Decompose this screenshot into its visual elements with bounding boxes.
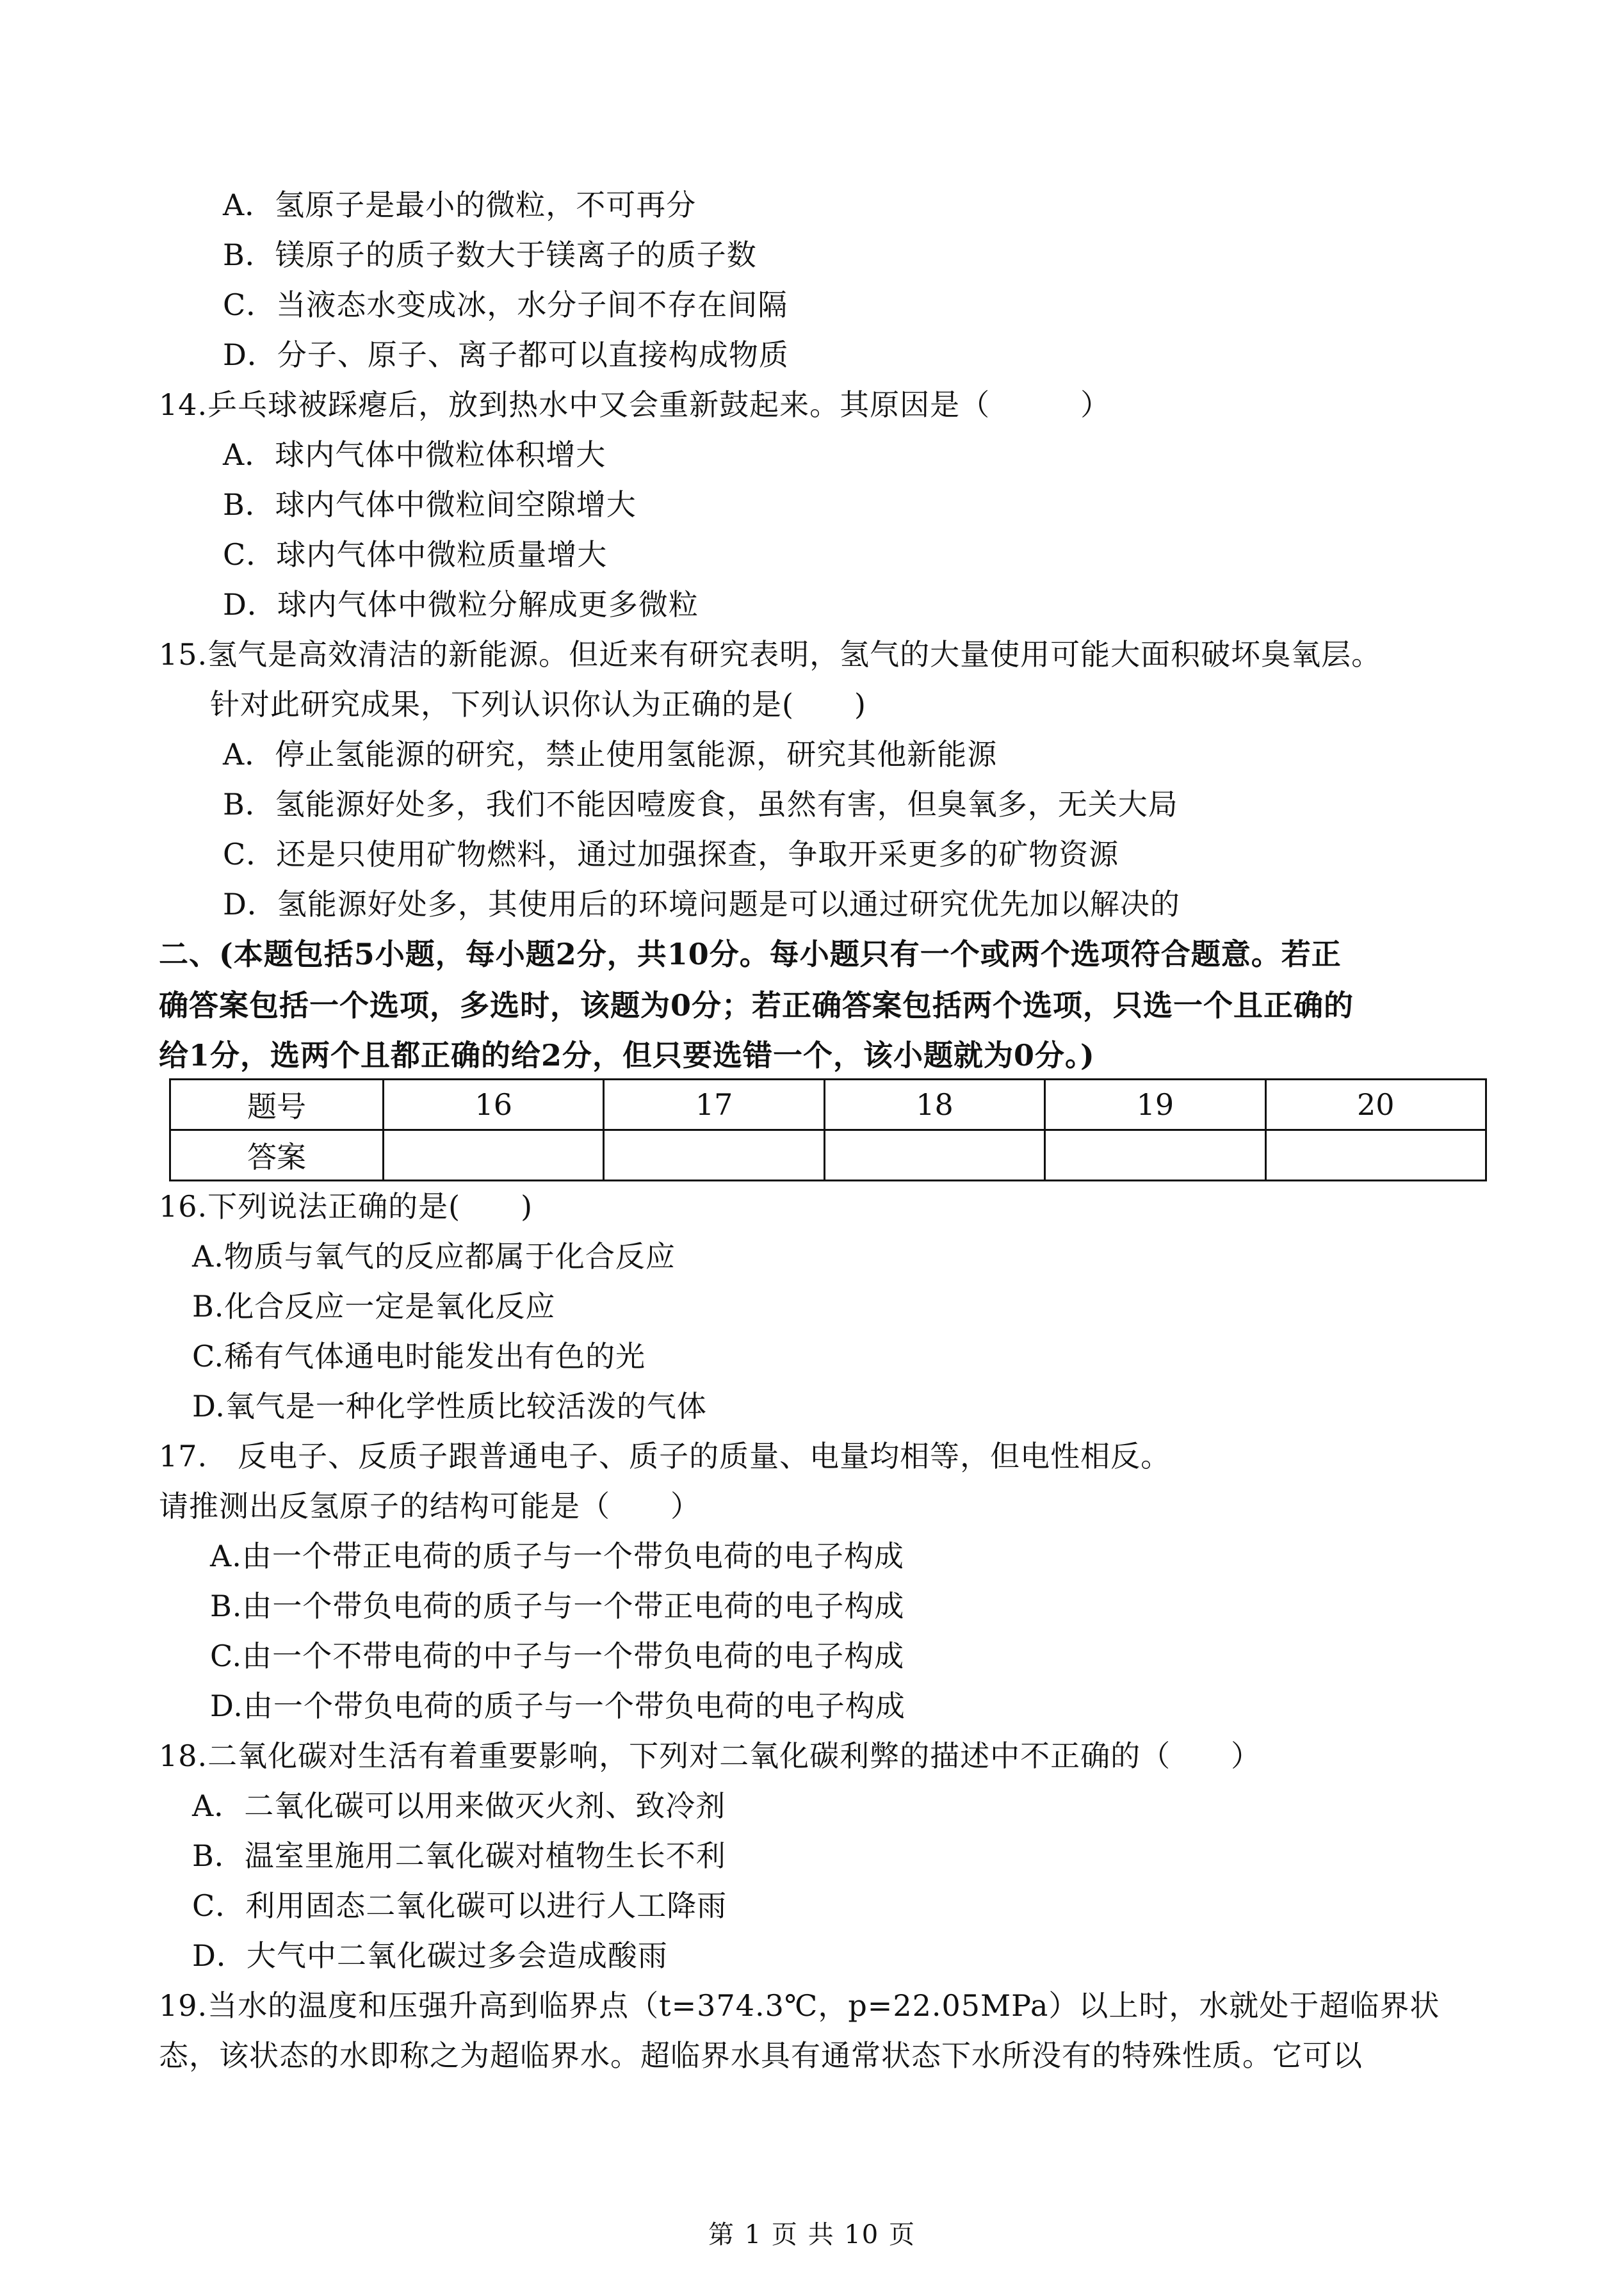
q19-stem-cont: 态，该状态的水即称之为超临界水。超临界水具有通常状态下水所没有的特殊性质。它可以 bbox=[159, 2038, 1363, 2073]
answer-cell[interactable] bbox=[824, 1130, 1044, 1181]
q14-option-a: A．球内气体中微粒体积增大 bbox=[223, 437, 606, 472]
answer-cell[interactable] bbox=[384, 1130, 604, 1181]
answer-table bbox=[169, 1078, 1487, 1181]
q13-option-b: B．镁原子的质子数大于镁离子的质子数 bbox=[223, 238, 757, 272]
table-row bbox=[170, 1130, 1486, 1181]
question-number-cell: 16 bbox=[384, 1080, 604, 1130]
q17-option-d: D.由一个带负电荷的质子与一个带负电荷的电子构成 bbox=[210, 1689, 905, 1723]
q15-option-a: A．停止氢能源的研究，禁止使用氢能源，研究其他新能源 bbox=[223, 737, 998, 772]
section-2-instructions-line-2: 确答案包括一个选项，多选时，该题为0分；若正确答案包括两个选项，只选一个且正确的 bbox=[159, 988, 1354, 1023]
section-2-instructions-line-1: 二、(本题包括5小题，每小题2分，共10分。每小题只有一个或两个选项符合题意。若正 bbox=[159, 937, 1342, 971]
q15-option-d: D．氢能源好处多，其使用后的环境问题是可以通过研究优先加以解决的 bbox=[223, 887, 1180, 921]
section-2-instructions-line-3: 给1分，选两个且都正确的给2分，但只要选错一个，该小题就为0分。) bbox=[159, 1038, 1095, 1073]
q18-stem: 18.二氧化碳对生活有着重要影响，下列对二氧化碳利弊的描述中不正确的（ ） bbox=[159, 1739, 1262, 1773]
q16-option-c: C.稀有气体通电时能发出有色的光 bbox=[192, 1339, 646, 1374]
q13-option-d: D．分子、原子、离子都可以直接构成物质 bbox=[223, 337, 789, 372]
answer-cell[interactable] bbox=[604, 1130, 824, 1181]
q18-option-c: C．利用固态二氧化碳可以进行人工降雨 bbox=[192, 1888, 727, 1923]
q13-option-a: A．氢原子是最小的微粒，不可再分 bbox=[223, 188, 697, 222]
answer-cell[interactable] bbox=[1265, 1130, 1486, 1181]
q13-option-c: C．当液态水变成冰，水分子间不存在间隔 bbox=[223, 288, 788, 322]
q17-option-b: B.由一个带负电荷的质子与一个带正电荷的电子构成 bbox=[210, 1589, 905, 1623]
q17-stem-cont: 请推测出反氢原子的结构可能是（ ） bbox=[159, 1489, 701, 1523]
q15-option-b: B．氢能源好处多，我们不能因噎废食，虽然有害，但臭氧多，无关大局 bbox=[223, 787, 1178, 822]
q18-option-a: A．二氧化碳可以用来做灭火剂、致冷剂 bbox=[192, 1788, 726, 1823]
q14-option-b: B．球内气体中微粒间空隙增大 bbox=[223, 487, 637, 522]
answer-cell[interactable] bbox=[1045, 1130, 1265, 1181]
question-number-label: 题号 bbox=[170, 1080, 384, 1130]
q15-stem: 15.氢气是高效清洁的新能源。但近来有研究表明，氢气的大量使用可能大面积破坏臭氧层。 bbox=[159, 637, 1382, 672]
question-number-cell: 17 bbox=[604, 1080, 824, 1130]
q17-option-c: C.由一个不带电荷的中子与一个带负电荷的电子构成 bbox=[210, 1639, 905, 1673]
q18-option-b: B．温室里施用二氧化碳对植物生长不利 bbox=[192, 1838, 726, 1873]
q17-stem: 17. 反电子、反质子跟普通电子、质子的质量、电量均相等，但电性相反。 bbox=[159, 1439, 1171, 1473]
q16-option-b: B.化合反应一定是氧化反应 bbox=[192, 1289, 556, 1324]
q14-stem: 14.乒乓球被踩瘪后，放到热水中又会重新鼓起来。其原因是（ ） bbox=[159, 387, 1111, 422]
q19-stem: 19.当水的温度和压强升高到临界点（t=374.3℃，p=22.05MPa）以上时，水就处于超临界状 bbox=[159, 1988, 1440, 2023]
q14-option-c: C．球内气体中微粒质量增大 bbox=[223, 537, 608, 572]
q18-option-d: D．大气中二氧化碳过多会造成酸雨 bbox=[192, 1938, 668, 1973]
q14-option-d: D．球内气体中微粒分解成更多微粒 bbox=[223, 587, 699, 622]
question-number-cell: 19 bbox=[1045, 1080, 1265, 1130]
question-number-cell: 18 bbox=[824, 1080, 1044, 1130]
table-row bbox=[170, 1080, 1486, 1130]
q16-option-d: D.氧气是一种化学性质比较活泼的气体 bbox=[192, 1389, 707, 1423]
q16-option-a: A.物质与氧气的反应都属于化合反应 bbox=[192, 1239, 676, 1274]
q15-stem-cont: 针对此研究成果，下列认识你认为正确的是( ) bbox=[210, 687, 866, 722]
question-number-cell: 20 bbox=[1265, 1080, 1486, 1130]
answer-label: 答案 bbox=[170, 1130, 384, 1181]
q15-option-c: C．还是只使用矿物燃料，通过加强探查，争取开采更多的矿物资源 bbox=[223, 837, 1119, 872]
q17-option-a: A.由一个带正电荷的质子与一个带负电荷的电子构成 bbox=[210, 1539, 904, 1573]
q16-stem: 16.下列说法正确的是( ) bbox=[159, 1189, 533, 1224]
page-footer: 第 1 页 共 10 页 bbox=[708, 2220, 916, 2250]
